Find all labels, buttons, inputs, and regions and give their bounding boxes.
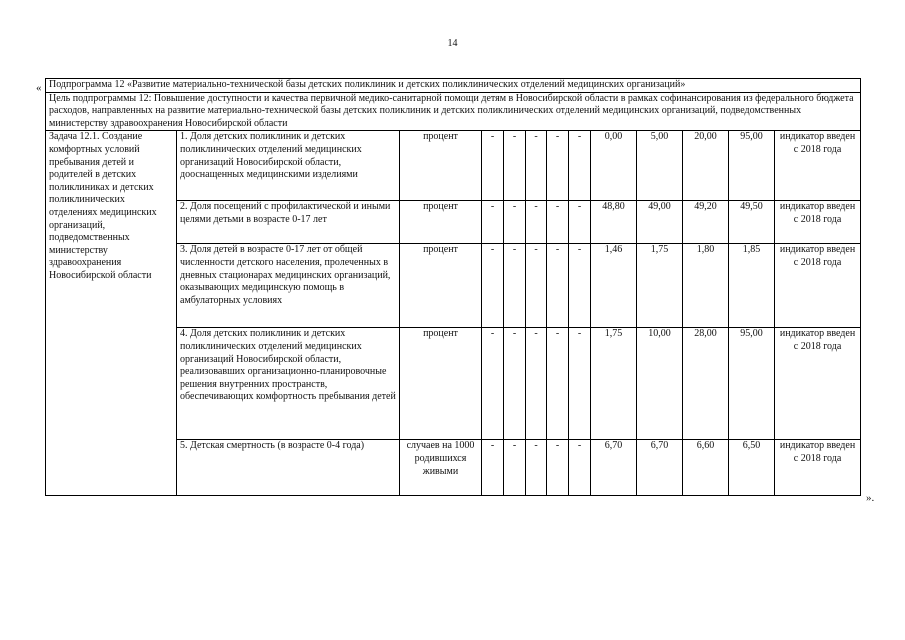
indicator-note: индикатор введен с 2018 года (775, 328, 861, 440)
value-cell: 1,75 (637, 244, 683, 328)
value-cell: 6,60 (683, 440, 729, 496)
value-dash: - (526, 131, 547, 201)
value-dash: - (482, 440, 504, 496)
value-cell: 1,80 (683, 244, 729, 328)
subprogram-goal: Цель подпрограммы 12: Повышение доступности и качества первичной медико-санитарной помощи детям в Новосибирской области в рамках софинансирования из федерального бюджета расходов, направленных на развитие материально-технической базы детских поликлиник и детских поликлинических отделений медицинских организаций, подведомственных министерству здравоохранения Новосибирской области (46, 92, 861, 131)
indicator-note: индикатор введен с 2018 года (775, 201, 861, 244)
opening-quote: « (36, 82, 42, 94)
indicator-name: 3. Доля детей в возрасте 0-17 лет от общей численности детского населения, пролеченных в дневных стационарах медицинских организаций, оказывающих медицинскую помощь в амбулаторных условиях (177, 244, 400, 328)
value-cell: 28,00 (683, 328, 729, 440)
value-dash: - (504, 440, 526, 496)
indicator-unit: случаев на 1000 родившихся живыми (400, 440, 482, 496)
value-cell: 1,85 (729, 244, 775, 328)
value-cell: 49,00 (637, 201, 683, 244)
subprogram-title-row (46, 79, 861, 93)
value-cell: 20,00 (683, 131, 729, 201)
value-dash: - (526, 328, 547, 440)
value-dash: - (482, 328, 504, 440)
value-cell: 10,00 (637, 328, 683, 440)
value-cell: 5,00 (637, 131, 683, 201)
value-dash: - (569, 131, 591, 201)
value-dash: - (569, 201, 591, 244)
value-cell: 1,75 (591, 328, 637, 440)
value-cell: 95,00 (729, 328, 775, 440)
page-number: 14 (447, 38, 458, 49)
value-cell: 49,50 (729, 201, 775, 244)
table-row (46, 131, 861, 201)
indicator-name: 2. Доля посещений с профилактической и иными целями детьми в возрасте 0-17 лет (177, 201, 400, 244)
value-cell: 6,70 (637, 440, 683, 496)
value-dash: - (569, 244, 591, 328)
value-dash: - (547, 440, 569, 496)
value-cell: 6,50 (729, 440, 775, 496)
indicator-note: индикатор введен с 2018 года (775, 244, 861, 328)
value-cell: 48,80 (591, 201, 637, 244)
indicator-unit: процент (400, 201, 482, 244)
indicator-unit: процент (400, 131, 482, 201)
value-cell: 6,70 (591, 440, 637, 496)
value-dash: - (547, 328, 569, 440)
value-dash: - (569, 440, 591, 496)
indicator-name: 5. Детская смертность (в возрасте 0-4 года) (177, 440, 400, 496)
value-dash: - (526, 201, 547, 244)
value-dash: - (526, 440, 547, 496)
subprogram-goal-row (46, 92, 861, 131)
value-cell: 1,46 (591, 244, 637, 328)
indicator-name: 4. Доля детских поликлиник и детских поликлинических отделений медицинских организаций Новосибирской области, реализовавших организационно-планировочные решения внутренних пространств, обеспечивающих комфортность пребывания детей (177, 328, 400, 440)
indicator-name: 1. Доля детских поликлиник и детских поликлинических отделений медицинских организаций Новосибирской области, дооснащенных медицинскими изделиями (177, 131, 400, 201)
value-dash: - (504, 328, 526, 440)
value-cell: 0,00 (591, 131, 637, 201)
value-dash: - (547, 201, 569, 244)
value-dash: - (504, 201, 526, 244)
value-dash: - (526, 244, 547, 328)
value-dash: - (504, 131, 526, 201)
indicator-note: индикатор введен с 2018 года (775, 440, 861, 496)
value-dash: - (547, 131, 569, 201)
task-cell: Задача 12.1. Создание комфортных условий пребывания детей и родителей в детских поликлиниках и детских поликлинических отделениях медицинских организаций, подведомственных министерству здравоохранения Новосибирской области (46, 131, 177, 496)
value-dash: - (504, 244, 526, 328)
value-cell: 95,00 (729, 131, 775, 201)
value-dash: - (547, 244, 569, 328)
value-dash: - (482, 131, 504, 201)
value-cell: 49,20 (683, 201, 729, 244)
value-dash: - (482, 244, 504, 328)
subprogram-title: Подпрограмма 12 «Развитие материально-технической базы детских поликлиник и детских поликлинических отделений медицинских организаций» (46, 79, 861, 93)
value-dash: - (482, 201, 504, 244)
indicator-note: индикатор введен с 2018 года (775, 131, 861, 201)
indicator-unit: процент (400, 328, 482, 440)
closing-quote: ». (866, 492, 875, 504)
indicator-unit: процент (400, 244, 482, 328)
indicators-table (45, 78, 861, 496)
value-dash: - (569, 328, 591, 440)
